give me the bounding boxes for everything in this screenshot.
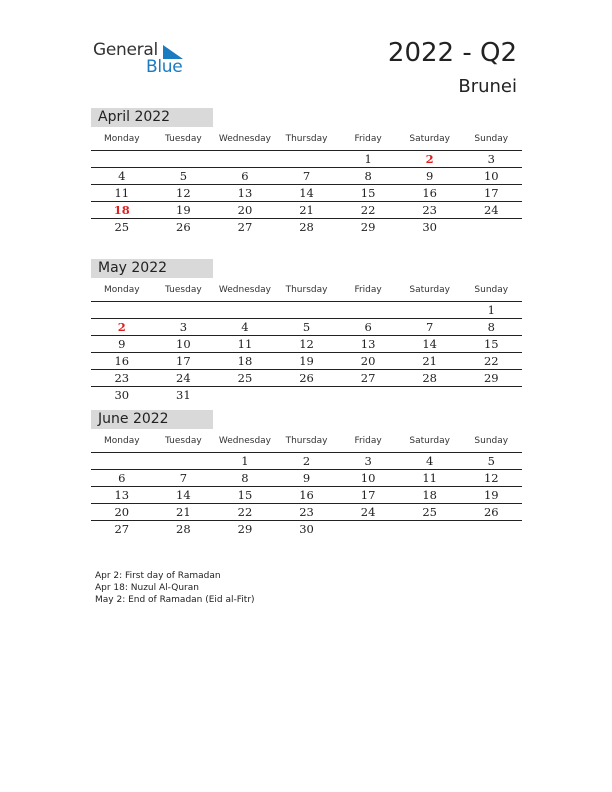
weekday-label: Sunday xyxy=(474,134,509,144)
day-cell: 6 xyxy=(241,169,249,183)
day-cell: 2 xyxy=(425,152,434,166)
day-cell: 15 xyxy=(483,337,499,351)
day-cell: 4 xyxy=(426,454,434,468)
day-cell: 21 xyxy=(299,203,314,217)
empty-day-cell xyxy=(91,302,153,318)
weekday-label: Thursday xyxy=(285,134,328,144)
day-cell: 17 xyxy=(176,354,191,368)
day-cell: 5 xyxy=(487,454,495,468)
weekday-label: Friday xyxy=(354,436,382,446)
day-cell: 11 xyxy=(237,337,253,351)
empty-day-cell xyxy=(460,521,522,537)
day-cell: 17 xyxy=(483,186,499,200)
weekday-header-row xyxy=(91,129,522,151)
week-row xyxy=(91,470,522,487)
day-cell: 9 xyxy=(426,169,434,183)
day-cell: 5 xyxy=(179,169,188,183)
page-title: 2022 - Q2 xyxy=(387,38,517,68)
weekday-label: Monday xyxy=(104,285,140,295)
day-cell: 21 xyxy=(422,354,437,368)
weekday-header-row xyxy=(91,280,522,302)
week-row xyxy=(91,487,522,504)
day-cell: 26 xyxy=(176,220,191,234)
day-cell: 24 xyxy=(483,203,499,217)
day-cell: 8 xyxy=(241,471,249,485)
empty-day-cell xyxy=(276,151,338,167)
weekday-label: Tuesday xyxy=(165,134,202,144)
day-cell: 23 xyxy=(422,203,437,217)
weekday-label: Tuesday xyxy=(165,285,202,295)
week-row xyxy=(91,202,522,219)
day-cell: 27 xyxy=(114,522,130,536)
empty-day-cell xyxy=(399,302,461,318)
day-cell: 3 xyxy=(487,152,495,166)
weekday-label: Wednesday xyxy=(218,436,271,446)
day-cell: 1 xyxy=(241,454,249,468)
day-cell: 31 xyxy=(176,388,191,402)
week-row xyxy=(91,185,522,202)
day-cell: 7 xyxy=(179,471,188,485)
day-cell: 15 xyxy=(237,488,253,502)
weekday-label: Friday xyxy=(354,285,382,295)
weekday-label: Sunday xyxy=(474,285,509,295)
empty-day-cell xyxy=(91,453,153,469)
day-cell: 18 xyxy=(237,354,253,368)
day-cell: 5 xyxy=(302,320,311,334)
day-cell: 29 xyxy=(483,371,499,385)
day-cell: 29 xyxy=(237,522,253,536)
week-row xyxy=(91,319,522,336)
day-cell: 19 xyxy=(299,354,314,368)
day-cell: 2 xyxy=(117,320,126,334)
empty-day-cell xyxy=(460,387,522,403)
day-cell: 6 xyxy=(364,320,372,334)
day-cell: 8 xyxy=(487,320,495,334)
day-cell: 7 xyxy=(426,320,434,334)
day-cell: 18 xyxy=(422,488,437,502)
week-row xyxy=(91,387,522,403)
weekday-label: Thursday xyxy=(285,285,328,295)
weekday-label: Tuesday xyxy=(165,436,202,446)
day-cell: 27 xyxy=(360,371,376,385)
day-cell: 10 xyxy=(360,471,376,485)
day-cell: 14 xyxy=(422,337,437,351)
week-row xyxy=(91,504,522,521)
holiday-note: May 2: End of Ramadan (Eid al-Fitr) xyxy=(95,595,255,605)
day-cell: 14 xyxy=(299,186,314,200)
week-row xyxy=(91,370,522,387)
weekday-label: Wednesday xyxy=(218,285,271,295)
day-cell: 28 xyxy=(176,522,191,536)
day-cell: 22 xyxy=(360,203,376,217)
empty-day-cell xyxy=(337,521,399,537)
month-title: May 2022 xyxy=(91,259,213,278)
day-cell: 10 xyxy=(483,169,499,183)
day-cell: 24 xyxy=(176,371,191,385)
day-cell: 4 xyxy=(241,320,249,334)
holiday-note: Apr 18: Nuzul Al-Quran xyxy=(95,583,199,593)
day-cell: 12 xyxy=(299,337,314,351)
logo-general-text: General xyxy=(93,40,158,60)
day-cell: 20 xyxy=(237,203,253,217)
day-cell: 27 xyxy=(237,220,253,234)
weekday-label: Thursday xyxy=(285,436,328,446)
day-cell: 26 xyxy=(299,371,314,385)
day-cell: 15 xyxy=(360,186,376,200)
week-row xyxy=(91,453,522,470)
day-cell: 20 xyxy=(114,505,130,519)
empty-day-cell xyxy=(399,387,461,403)
day-cell: 29 xyxy=(360,220,376,234)
day-cell: 16 xyxy=(422,186,437,200)
day-cell: 26 xyxy=(483,505,499,519)
weekday-label: Saturday xyxy=(409,134,450,144)
month-calendar-april xyxy=(91,108,522,235)
month-calendar-june xyxy=(91,410,522,537)
day-cell: 10 xyxy=(176,337,191,351)
empty-day-cell xyxy=(276,387,338,403)
day-cell: 30 xyxy=(422,220,437,234)
day-cell: 24 xyxy=(360,505,376,519)
empty-day-cell xyxy=(91,151,153,167)
day-cell: 28 xyxy=(299,220,314,234)
weekday-label: Sunday xyxy=(474,436,509,446)
week-row xyxy=(91,353,522,370)
day-cell: 30 xyxy=(299,522,314,536)
day-cell: 12 xyxy=(483,471,499,485)
country-name: Brunei xyxy=(458,76,517,97)
day-cell: 8 xyxy=(364,169,372,183)
day-cell: 18 xyxy=(113,203,130,217)
day-cell: 13 xyxy=(237,186,253,200)
empty-day-cell xyxy=(214,302,276,318)
empty-day-cell xyxy=(460,219,522,235)
day-cell: 6 xyxy=(118,471,126,485)
empty-day-cell xyxy=(337,302,399,318)
day-cell: 25 xyxy=(114,220,130,234)
day-cell: 9 xyxy=(302,471,311,485)
week-row xyxy=(91,168,522,185)
day-cell: 9 xyxy=(118,337,126,351)
day-cell: 11 xyxy=(114,186,130,200)
weekday-label: Saturday xyxy=(409,285,450,295)
day-cell: 22 xyxy=(237,505,253,519)
empty-day-cell xyxy=(276,302,338,318)
weekday-label: Friday xyxy=(354,134,382,144)
empty-day-cell xyxy=(153,453,215,469)
holiday-note: Apr 2: First day of Ramadan xyxy=(95,571,221,581)
day-cell: 16 xyxy=(299,488,314,502)
logo-blue-text: Blue xyxy=(146,57,183,77)
day-cell: 3 xyxy=(364,454,372,468)
weekday-label: Monday xyxy=(104,134,140,144)
day-cell: 12 xyxy=(176,186,191,200)
day-cell: 16 xyxy=(114,354,130,368)
weekday-label: Monday xyxy=(104,436,140,446)
day-cell: 1 xyxy=(364,152,372,166)
day-cell: 30 xyxy=(114,388,130,402)
day-cell: 25 xyxy=(237,371,253,385)
day-cell: 3 xyxy=(179,320,188,334)
day-cell: 22 xyxy=(483,354,499,368)
weekday-header-row xyxy=(91,431,522,453)
empty-day-cell xyxy=(337,387,399,403)
day-cell: 20 xyxy=(360,354,376,368)
week-row xyxy=(91,336,522,353)
holiday-notes xyxy=(95,570,255,606)
day-cell: 21 xyxy=(176,505,191,519)
day-cell: 19 xyxy=(483,488,499,502)
day-cell: 28 xyxy=(422,371,437,385)
empty-day-cell xyxy=(399,521,461,537)
week-row xyxy=(91,151,522,168)
week-row xyxy=(91,302,522,319)
day-cell: 19 xyxy=(176,203,191,217)
weekday-label: Wednesday xyxy=(218,134,271,144)
day-cell: 17 xyxy=(360,488,376,502)
day-cell: 2 xyxy=(302,454,311,468)
empty-day-cell xyxy=(153,302,215,318)
empty-day-cell xyxy=(153,151,215,167)
month-calendar-may xyxy=(91,259,522,403)
day-cell: 1 xyxy=(487,303,495,317)
week-row xyxy=(91,521,522,537)
general-blue-logo xyxy=(93,40,193,80)
day-cell: 25 xyxy=(422,505,437,519)
empty-day-cell xyxy=(214,387,276,403)
month-title: June 2022 xyxy=(91,410,213,429)
week-row xyxy=(91,219,522,235)
day-cell: 23 xyxy=(299,505,314,519)
day-cell: 14 xyxy=(176,488,191,502)
empty-day-cell xyxy=(214,151,276,167)
month-title: April 2022 xyxy=(91,108,213,127)
weekday-label: Saturday xyxy=(409,436,450,446)
day-cell: 7 xyxy=(302,169,311,183)
day-cell: 4 xyxy=(118,169,126,183)
day-cell: 11 xyxy=(422,471,437,485)
day-cell: 13 xyxy=(114,488,130,502)
day-cell: 13 xyxy=(360,337,376,351)
day-cell: 23 xyxy=(114,371,130,385)
